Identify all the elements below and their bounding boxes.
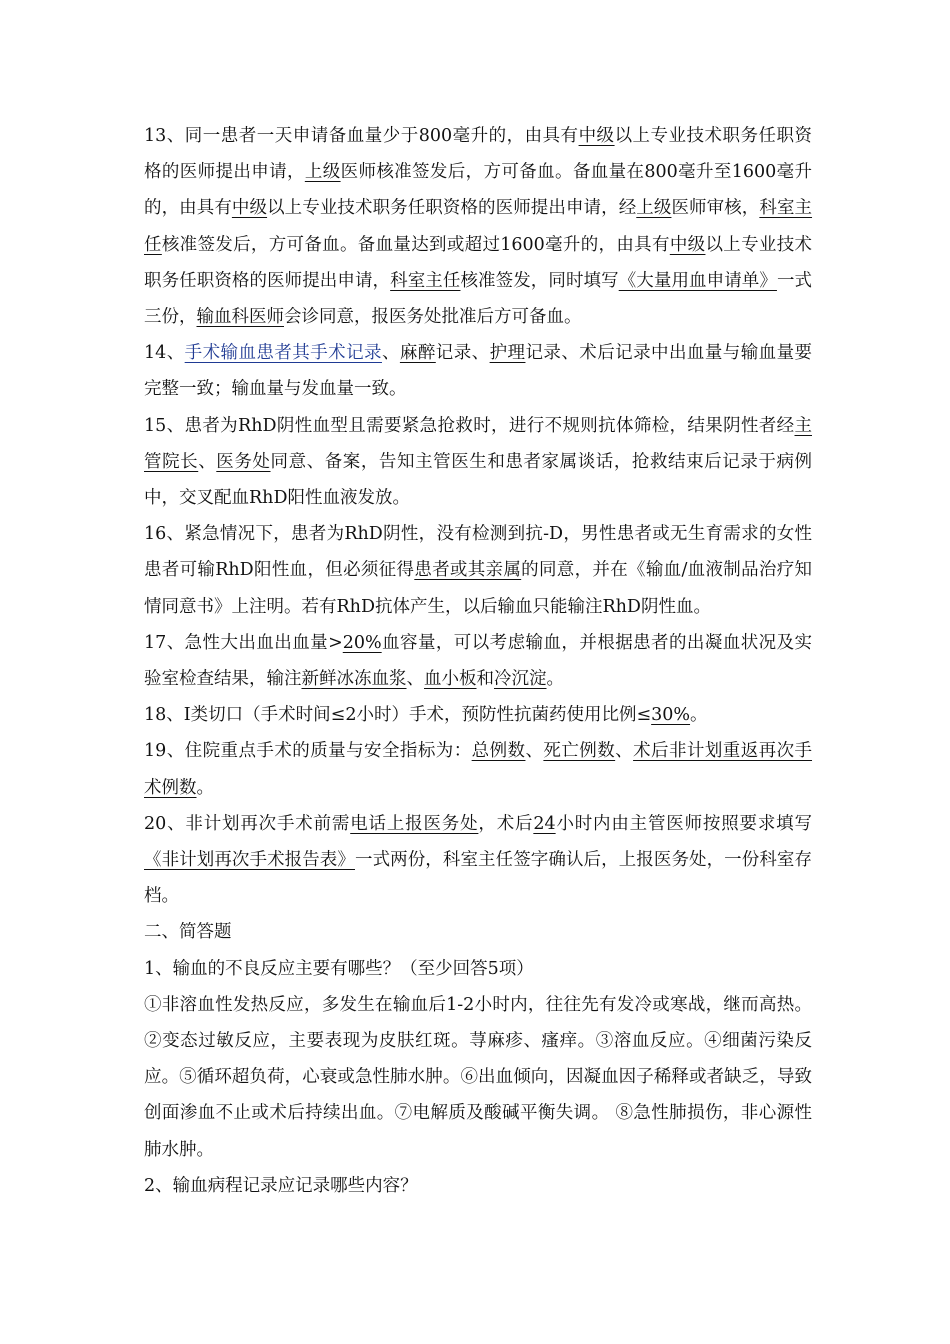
- question-14: [144, 335, 812, 407]
- underlined-answer: 总例数: [471, 741, 526, 762]
- underlined-answer: 24: [533, 813, 556, 834]
- text-run: 医师核准签发后，方可备血。备血量在800毫升至1600毫升的，由具有: [144, 162, 813, 219]
- text-run: 、: [381, 343, 400, 364]
- underlined-answer: 30%: [651, 705, 691, 726]
- underlined-answer: 冷沉淀: [494, 669, 547, 690]
- text-run: 、: [525, 741, 544, 762]
- question-18: [144, 697, 812, 733]
- text-run: 一式两份，科室主任签字确认后，上报医务处，一份科室存档。: [144, 850, 813, 907]
- text-run: 、: [615, 741, 634, 762]
- text-run: 同意、备案，告知主管医生和患者家属谈话，抢救结束后记录于病例中，交叉配血RhD阳性血液发放。: [144, 451, 813, 509]
- text-run: 16、紧急情况下，患者为RhD阴性，没有检测到抗-D，男性患者或无生育需求的女性患者可输RhD阳性血，但必须征得: [144, 524, 812, 581]
- underlined-answer: 中级: [578, 126, 615, 146]
- underlined-answer: 医务处: [216, 451, 271, 472]
- text-run: 会诊同意，报医务处批准后方可备血。: [284, 307, 582, 328]
- question-17: [144, 625, 812, 697]
- text-run: 17、急性大出血出血量>: [144, 632, 343, 653]
- text-run: 记录、: [435, 343, 490, 364]
- underlined-answer: 电话上报医务处: [350, 813, 479, 834]
- text-run: 18、Ⅰ类切口（手术时间≤2小时）手术，预防性抗菌药使用比例≤: [144, 705, 652, 726]
- underlined-answer: 主管院长: [144, 415, 812, 472]
- text-run: 15、患者为RhD阴性血型且需要紧急抢救时，进行不规则抗体筛检，结果阴性者经: [144, 415, 795, 436]
- text-run: 核准签发，同时填写: [460, 270, 619, 291]
- question-13: [144, 118, 812, 335]
- question-19: [144, 733, 812, 805]
- underlined-answer: 血小板: [424, 669, 477, 690]
- underlined-answer: 患者或其亲属: [414, 560, 522, 581]
- question-15: [144, 408, 812, 517]
- underlined-answer: 《非计划再次手术报告表》: [144, 850, 355, 871]
- section-heading: 二、简答题: [144, 922, 232, 943]
- underlined-answer: 中级: [231, 198, 268, 219]
- text-run: 和: [476, 669, 494, 690]
- short-answer-1-answer: ①非溶血性发热反应，多发生在输血后1-2小时内，往往先有发冷或寒战，继而高热。②变态过敏反应，主要表现为皮肤红斑。荨麻疹、瘙痒。③溶血反应。④细菌污染反应。⑤循环超负荷，心衰或急性肺水肿。⑥出血倾向，因凝血因子稀释或者缺乏，导致创面渗血不止或术后持续出血。⑦电解质及酸碱平衡失调。 ⑧急性肺损伤，非心源性肺水肿。: [144, 994, 812, 1160]
- underlined-answer: 上级: [636, 198, 672, 219]
- text-run: 记录、术后记录中出血量与输血量要完整一致；输血量与发血量一致。: [144, 343, 813, 400]
- underlined-answer: 输血科医师: [196, 307, 284, 328]
- text-run: 以上专业技术职务任职资格的医师提出申请，: [144, 234, 813, 291]
- underlined-answer: 科室主任: [144, 198, 813, 255]
- text-run: 。: [546, 669, 564, 690]
- text-run: 以上专业技术职务任职资格的医师提出申请，经: [267, 198, 637, 219]
- text-run: 血容量，可以考虑输血，并根据患者的出凝血状况及实验室检查结果，输注: [144, 632, 813, 690]
- underlined-answer: 死亡例数: [543, 741, 616, 762]
- text-run: 、: [198, 451, 217, 472]
- underlined-answer: 20%: [342, 632, 382, 653]
- text-run: 以上专业技术职务任职资格的医师提出申请，: [144, 126, 813, 183]
- text-run: 13、同一患者一天申请备血量少于800毫升的，由具有: [144, 126, 579, 146]
- underlined-link-text[interactable]: 手术输血患者其手术记录: [184, 343, 382, 364]
- underlined-answer: 麻醉: [399, 343, 436, 364]
- underlined-answer: 护理: [489, 343, 526, 364]
- question-20: [144, 806, 812, 915]
- underlined-answer: 术后非计划重返再次手术例数: [144, 741, 813, 798]
- text-run: 核准签发后，方可备血。备血量达到或超过1600毫升的，由具有: [161, 234, 670, 255]
- text-run: 14、: [144, 343, 185, 364]
- short-answer-2-question: 2、输血病程记录应记录哪些内容？: [144, 1175, 418, 1196]
- underlined-answer: 上级: [304, 162, 341, 183]
- underlined-answer: 科室主任: [390, 270, 461, 291]
- text-run: 。: [196, 777, 214, 798]
- text-run: 一式三份，: [144, 270, 813, 328]
- text-run: 、: [406, 669, 424, 690]
- question-16: [144, 516, 812, 625]
- text-run: 20、非计划再次手术前需: [144, 813, 351, 834]
- short-answer-1-question: 1、输血的不良反应主要有哪些？（至少回答5项）: [144, 958, 534, 979]
- text-run: ，术后: [478, 813, 534, 834]
- underlined-answer: 中级: [669, 234, 706, 255]
- text-run: 。: [690, 705, 708, 726]
- text-run: 的同意，并在《输血/血液制品治疗知情同意书》上注明。若有RhD抗体产生，以后输血只能输注RhD阴性血。: [144, 560, 813, 617]
- underlined-answer: 新鲜冰冻血浆: [301, 669, 407, 690]
- underlined-answer: 《大量用血申请单》: [618, 270, 777, 291]
- text-run: 19、住院重点手术的质量与安全指标为：: [144, 741, 472, 762]
- text-run: 小时内由主管医师按照要求填写: [555, 813, 812, 834]
- text-run: 医师审核，: [671, 198, 760, 219]
